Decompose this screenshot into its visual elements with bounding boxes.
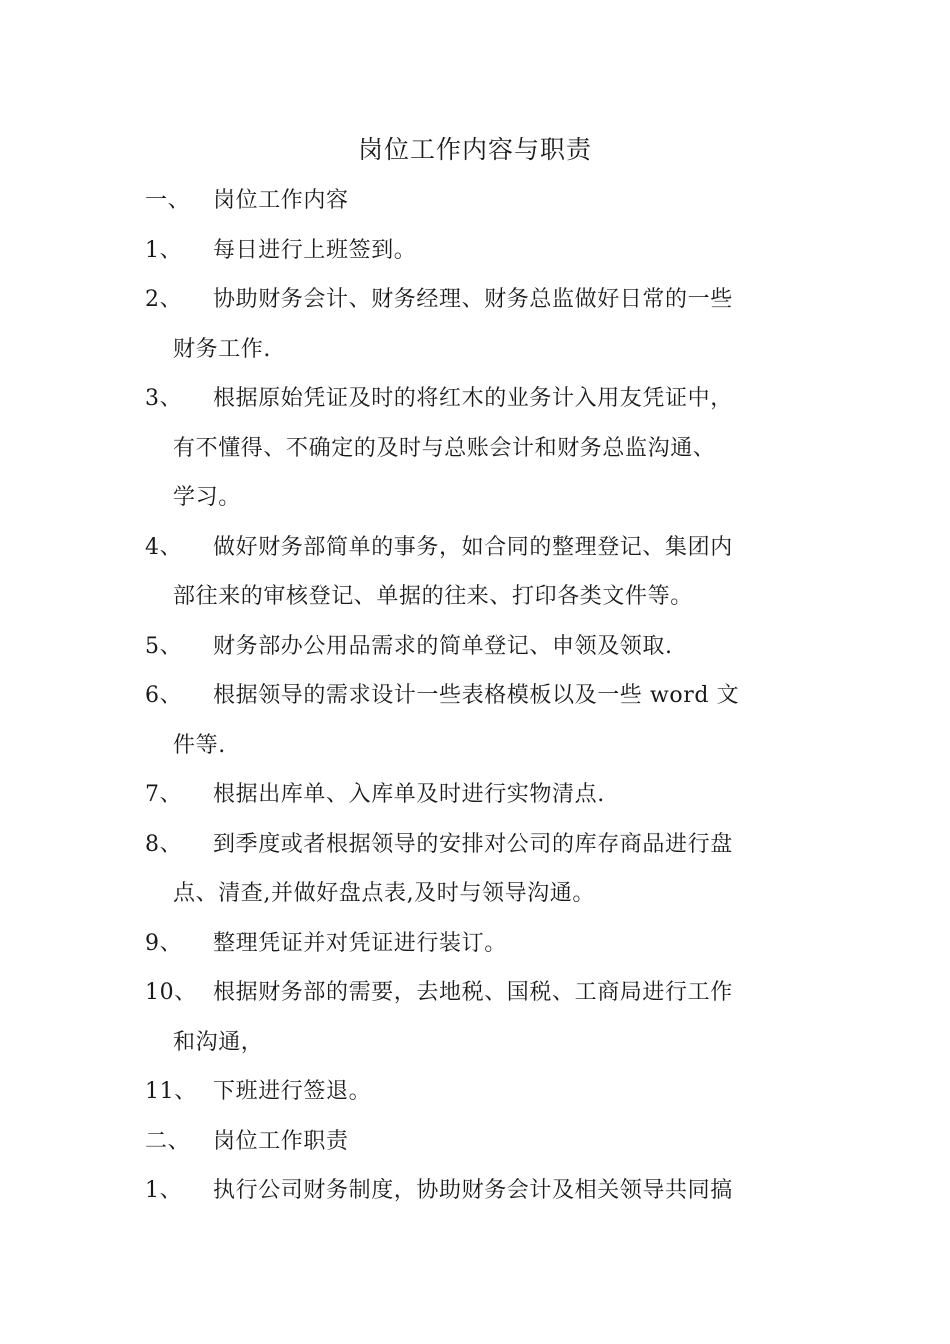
list-item [145,275,805,374]
item-number: 2、 [145,287,183,312]
item-text [173,523,805,622]
list-item [145,1166,805,1216]
item-text [213,1166,805,1216]
item-line: 下班进行签退。 [213,1079,372,1104]
item-line: 执行公司财务制度，协助财务会计及相关领导共同搞 [213,1178,733,1203]
list-item [145,176,805,226]
item-line: 根据原始凭证及时的将红木的业务计入用友凭证中， [213,386,733,411]
list-item [145,968,805,1067]
item-number: 6、 [145,683,183,708]
item-line: 岗位工作内容 [213,188,349,213]
item-number: 二、 [145,1128,191,1154]
list-item [145,1067,805,1117]
list-item [145,671,805,770]
item-number: 一、 [145,188,191,213]
item-line: 财务部办公用品需求的简单登记、申领及领取. [213,633,673,659]
item-text [173,275,805,374]
item-text [213,1117,805,1167]
item-line: 根据出库单、入库单及时进行实物清点. [213,782,605,807]
item-text [173,671,805,770]
list-item [145,770,805,820]
item-line: 和沟通， [173,1029,264,1055]
list-item [145,1117,805,1167]
item-text [213,770,805,820]
item-line: 做好财务部简单的事务，如合同的整理登记、集团内 [213,534,733,560]
item-number: 8、 [145,831,183,857]
list-item [145,820,805,919]
item-text [213,1067,805,1117]
document-title: 岗位工作内容与职责 [357,135,592,164]
item-number: 5、 [145,633,183,659]
item-line: 学习。 [173,485,241,510]
item-number: 1、 [145,1178,183,1203]
list-item [145,226,805,276]
item-number: 1、 [145,237,183,263]
item-text [213,226,805,276]
item-line: 件等. [173,732,226,758]
item-number: 7、 [145,782,183,807]
item-text [173,820,805,919]
item-number: 11、 [145,1079,197,1104]
list-item [145,919,805,969]
item-number: 9、 [145,930,183,956]
item-number: 3、 [145,386,183,411]
item-line: 整理凭证并对凭证进行装订。 [213,930,507,956]
item-line: 到季度或者根据领导的安排对公司的库存商品进行盘 [213,831,733,857]
list-item [145,523,805,622]
item-line: 协助财务会计、财务经理、财务总监做好日常的一些 [213,287,733,312]
item-line: 根据财务部的需要，去地税、国税、工商局进行工作 [213,980,733,1005]
item-text [213,176,805,226]
item-number: 10、 [145,980,197,1005]
item-text [213,622,805,672]
list-item [145,374,805,523]
item-text [213,919,805,969]
item-text [173,374,805,523]
item-number: 4、 [145,534,183,560]
item-line: 每日进行上班签到。 [213,237,417,263]
item-line: 部往来的审核登记、单据的往来、打印各类文件等。 [173,584,693,609]
document-body [145,176,805,1216]
item-line: 岗位工作职责 [213,1128,349,1154]
item-line: 有不懂得、不确定的及时与总账会计和财务总监沟通、 [173,435,716,461]
item-line: 财务工作. [173,336,271,362]
item-line: 根据领导的需求设计一些表格模板以及一些 word 文 [213,683,740,708]
item-line: 点、清查,并做好盘点表,及时与领导沟通。 [173,881,595,906]
item-text [173,968,805,1067]
list-item [145,622,805,672]
